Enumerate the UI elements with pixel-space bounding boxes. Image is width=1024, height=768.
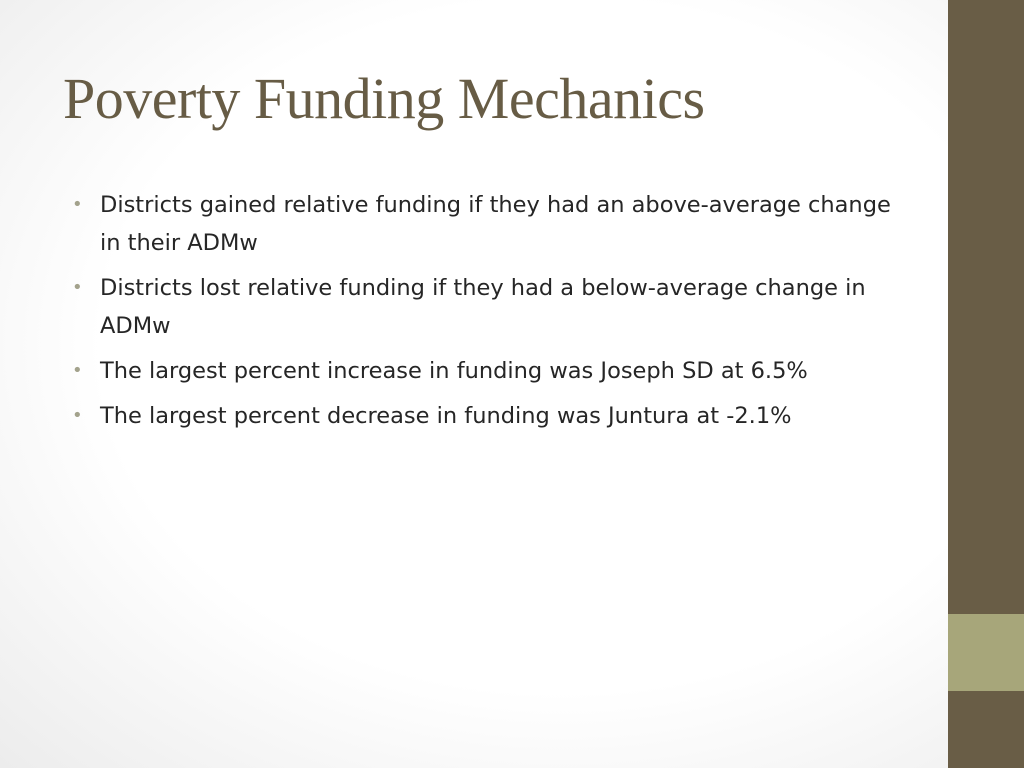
bullet-item bbox=[72, 352, 912, 390]
bullet-icon: • bbox=[72, 194, 83, 215]
side-decoration-accent bbox=[948, 614, 1024, 691]
slide-title: Poverty Funding Mechanics bbox=[63, 66, 705, 131]
bullet-text: Districts gained relative funding if they had an above-average change in their ADMw bbox=[100, 192, 891, 256]
bullet-text: Districts lost relative funding if they had a below-average change in ADMw bbox=[100, 275, 866, 339]
bullet-item bbox=[72, 186, 912, 262]
bullet-list bbox=[72, 186, 912, 442]
bullet-icon: • bbox=[72, 360, 83, 381]
bullet-icon: • bbox=[72, 277, 83, 298]
bullet-text: The largest percent increase in funding was Joseph SD at 6.5% bbox=[100, 358, 808, 384]
bullet-item bbox=[72, 269, 912, 345]
bullet-icon: • bbox=[72, 405, 83, 426]
bullet-text: The largest percent decrease in funding was Juntura at -2.1% bbox=[100, 403, 792, 429]
bullet-item bbox=[72, 397, 912, 435]
